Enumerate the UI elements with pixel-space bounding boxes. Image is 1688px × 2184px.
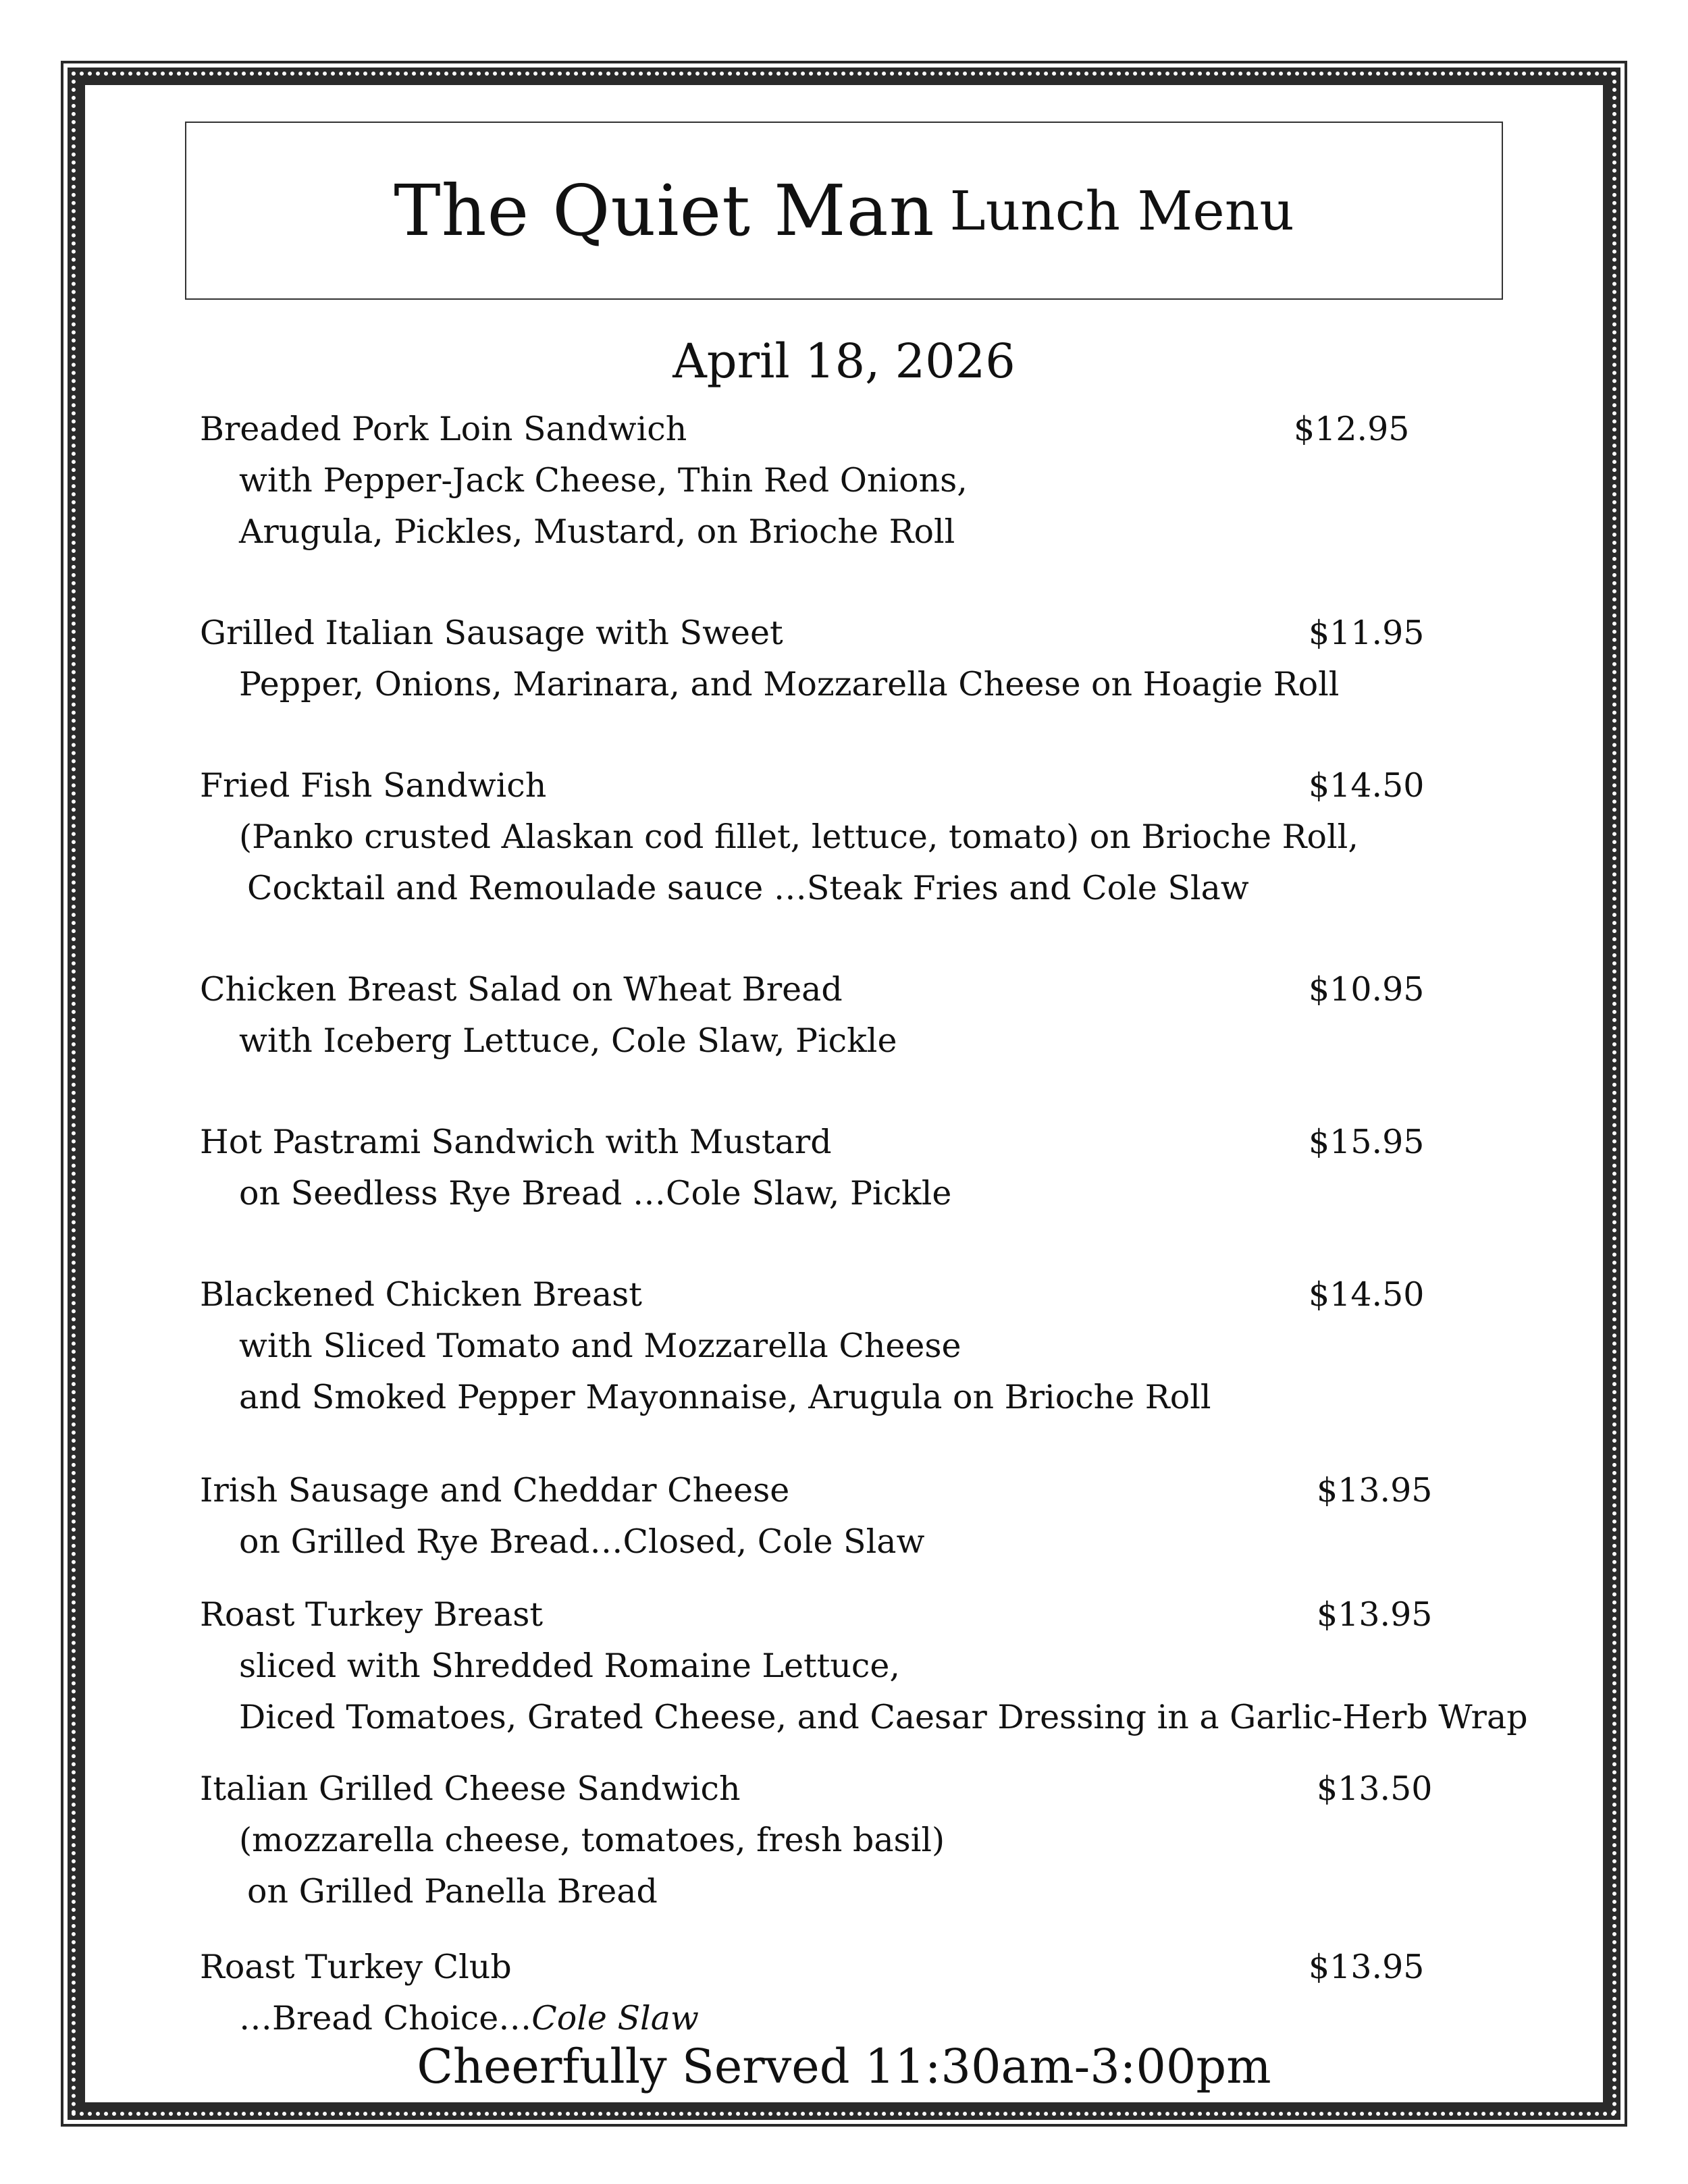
item-price: $13.95 <box>1309 1948 1425 1986</box>
item-description: on Seedless Rye Bread …Cole Slaw, Pickle <box>239 1174 952 1213</box>
item-description: and Smoked Pepper Mayonnaise, Arugula on Brioche Roll <box>239 1378 1211 1416</box>
item-name: Grilled Italian Sausage with Sweet <box>200 614 783 652</box>
menu-item <box>200 1589 1528 1743</box>
item-description: with Iceberg Lettuce, Cole Slaw, Pickle <box>239 1021 897 1060</box>
item-name: Breaded Pork Loin Sandwich <box>200 410 687 448</box>
item-description: on Grilled Rye Bread…Closed, Cole Slaw <box>239 1522 925 1561</box>
item-price: $14.50 <box>1309 766 1425 805</box>
menu-item <box>200 1117 1483 1219</box>
item-description-plain: …Bread Choice… <box>239 1999 532 2037</box>
menu-label: Lunch Menu <box>949 179 1294 242</box>
item-description: Diced Tomatoes, Grated Cheese, and Caesar Dressing in a Garlic-Herb Wrap <box>239 1698 1528 1736</box>
title-box <box>185 122 1503 300</box>
item-name: Hot Pastrami Sandwich with Mustard <box>200 1123 832 1161</box>
serving-hours-text: Cheerfully Served 11:30am-3:00pm <box>403 2039 1284 2094</box>
item-name: Roast Turkey Club <box>200 1948 512 1986</box>
item-description: (mozzarella cheese, tomatoes, fresh basil) <box>239 1821 945 1859</box>
menu-item <box>200 1942 1483 2044</box>
item-name: Roast Turkey Breast <box>200 1595 544 1634</box>
item-price: $10.95 <box>1309 970 1425 1009</box>
item-price: $13.50 <box>1317 1769 1433 1808</box>
menu-item <box>200 608 1483 710</box>
item-description: Pepper, Onions, Marinara, and Mozzarella Cheese on Hoagie Roll <box>239 665 1340 703</box>
item-price: $12.95 <box>1294 410 1410 448</box>
menu-item <box>200 1763 1483 1917</box>
menu-item <box>200 1465 1483 1568</box>
menu-item <box>200 964 1483 1067</box>
menu-item <box>200 760 1483 914</box>
item-name: Chicken Breast Salad on Wheat Bread <box>200 970 843 1009</box>
item-description: with Pepper-Jack Cheese, Thin Red Onions, <box>239 461 968 500</box>
item-price: $13.95 <box>1317 1471 1433 1510</box>
item-description-italic: Cole Slaw <box>531 1999 699 2037</box>
item-name: Irish Sausage and Cheddar Cheese <box>200 1471 790 1510</box>
item-name: Fried Fish Sandwich <box>200 766 547 805</box>
item-name: Blackened Chicken Breast <box>200 1275 642 1314</box>
item-price: $14.50 <box>1309 1275 1425 1314</box>
item-description: Cocktail and Remoulade sauce …Steak Fries and Cole Slaw <box>247 869 1249 907</box>
item-price: $13.95 <box>1317 1595 1433 1634</box>
restaurant-name: The Quiet Man <box>394 169 935 252</box>
menu-item <box>200 1269 1483 1423</box>
item-price: $11.95 <box>1309 614 1425 652</box>
serving-hours <box>0 2039 1688 2094</box>
item-description: Arugula, Pickles, Mustard, on Brioche Roll <box>239 512 955 551</box>
item-description: (Panko crusted Alaskan cod fillet, lettuce, tomato) on Brioche Roll, <box>239 818 1359 856</box>
item-name: Italian Grilled Cheese Sandwich <box>200 1769 741 1808</box>
item-description: on Grilled Panella Bread <box>247 1872 658 1911</box>
item-description <box>200 1993 1483 2044</box>
menu-date: April 18, 2026 <box>672 334 1016 389</box>
menu-item <box>200 404 1483 558</box>
item-description: with Sliced Tomato and Mozzarella Cheese <box>239 1327 961 1365</box>
item-price: $15.95 <box>1309 1123 1425 1161</box>
item-description: sliced with Shredded Romaine Lettuce, <box>239 1647 900 1685</box>
